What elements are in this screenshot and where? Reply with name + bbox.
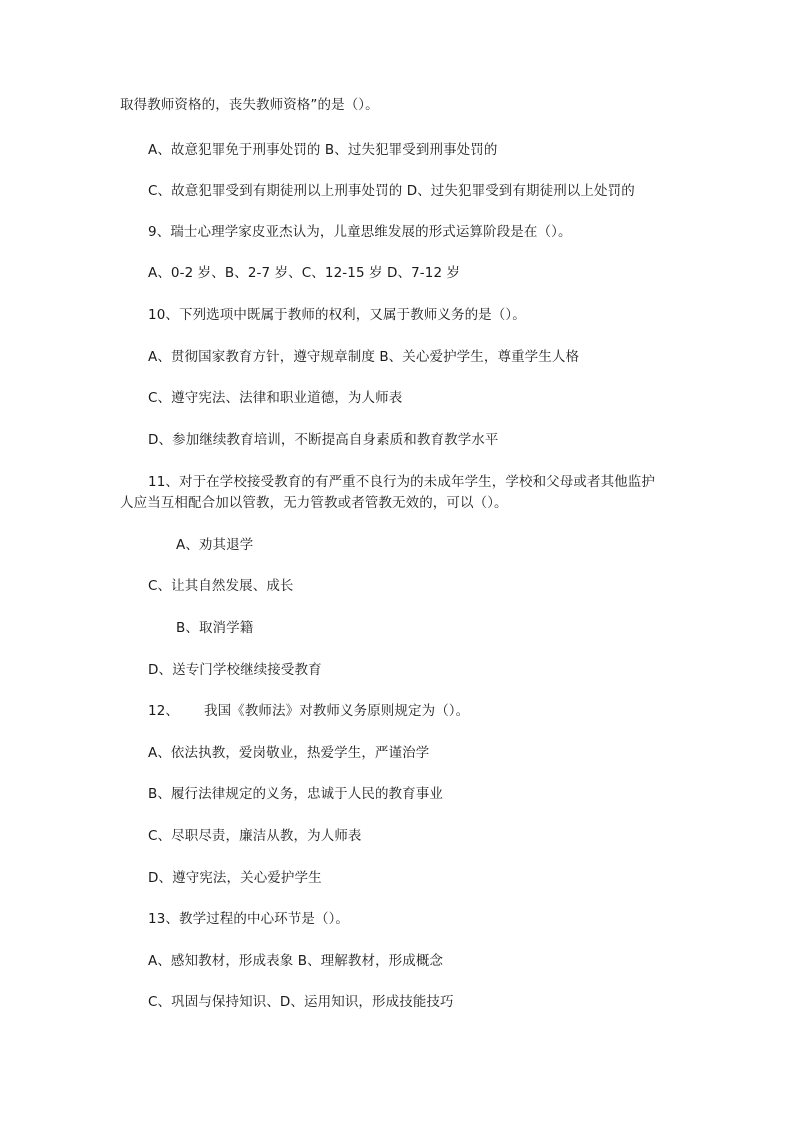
text-line-q10-stem: 10、下列选项中既属于教师的权利，又属于教师义务的是（）。: [148, 307, 526, 323]
text-line-q10-option-d: D、参加继续教育培训，不断提高自身素质和教育教学水平: [148, 432, 499, 448]
text-line-q11-option-a: A、劝其退学: [176, 537, 254, 553]
text-line-q8-stem-end: 取得教师资格的，丧失教师资格”的是（）。: [120, 97, 379, 113]
text-line-q12-option-d: D、遵守宪法，关心爱护学生: [148, 870, 322, 886]
text-line-q12-number: 12、: [148, 703, 179, 719]
text-line-q11-stem-2: 人应当互相配合加以管教，无力管教或者管教无效的，可以（）。: [120, 495, 508, 511]
text-line-q13-stem: 13、教学过程的中心环节是（）。: [148, 911, 350, 927]
text-line-q11-stem-1: 11、对于在学校接受教育的有严重不良行为的未成年学生，学校和父母或者其他监护: [148, 474, 655, 490]
text-line-q12-option-b: B、履行法律规定的义务，忠诚于人民的教育事业: [148, 786, 443, 802]
text-line-q12-stem: 我国《教师法》对教师义务原则规定为（）。: [204, 703, 470, 719]
text-line-q8-options-cd: C、故意犯罪受到有期徒刑以上刑事处罚的 D、过失犯罪受到有期徒刑以上处罚的: [148, 183, 635, 199]
text-line-q10-option-c: C、遵守宪法、法律和职业道德，为人师表: [148, 390, 403, 406]
text-line-q9-options: A、0-2 岁、B、2-7 岁、C、12-15 岁 D、7-12 岁: [148, 265, 461, 281]
text-line-q13-options-cd: C、巩固与保持知识、D、运用知识，形成技能技巧: [148, 994, 454, 1010]
text-line-q12-option-a: A、依法执教，爱岗敬业，热爱学生，严谨治学: [148, 745, 430, 761]
text-line-q11-option-b: B、取消学籍: [176, 620, 254, 636]
text-line-q8-options-ab: A、故意犯罪免于刑事处罚的 B、过失犯罪受到刑事处罚的: [148, 142, 498, 158]
text-line-q11-option-c: C、让其自然发展、成长: [148, 578, 294, 594]
text-line-q13-options-ab: A、感知教材，形成表象 B、理解教材，形成概念: [148, 953, 444, 969]
text-line-q12-option-c: C、尽职尽责，廉洁从教，为人师表: [148, 828, 362, 844]
text-line-q9-stem: 9、瑞士心理学家皮亚杰认为，儿童思维发展的形式运算阶段是在（）。: [148, 224, 572, 240]
text-line-q11-option-d: D、送专门学校继续接受教育: [148, 662, 322, 678]
text-line-q10-options-ab: A、贯彻国家教育方针，遵守规章制度 B、关心爱护学生，尊重学生人格: [148, 349, 580, 365]
